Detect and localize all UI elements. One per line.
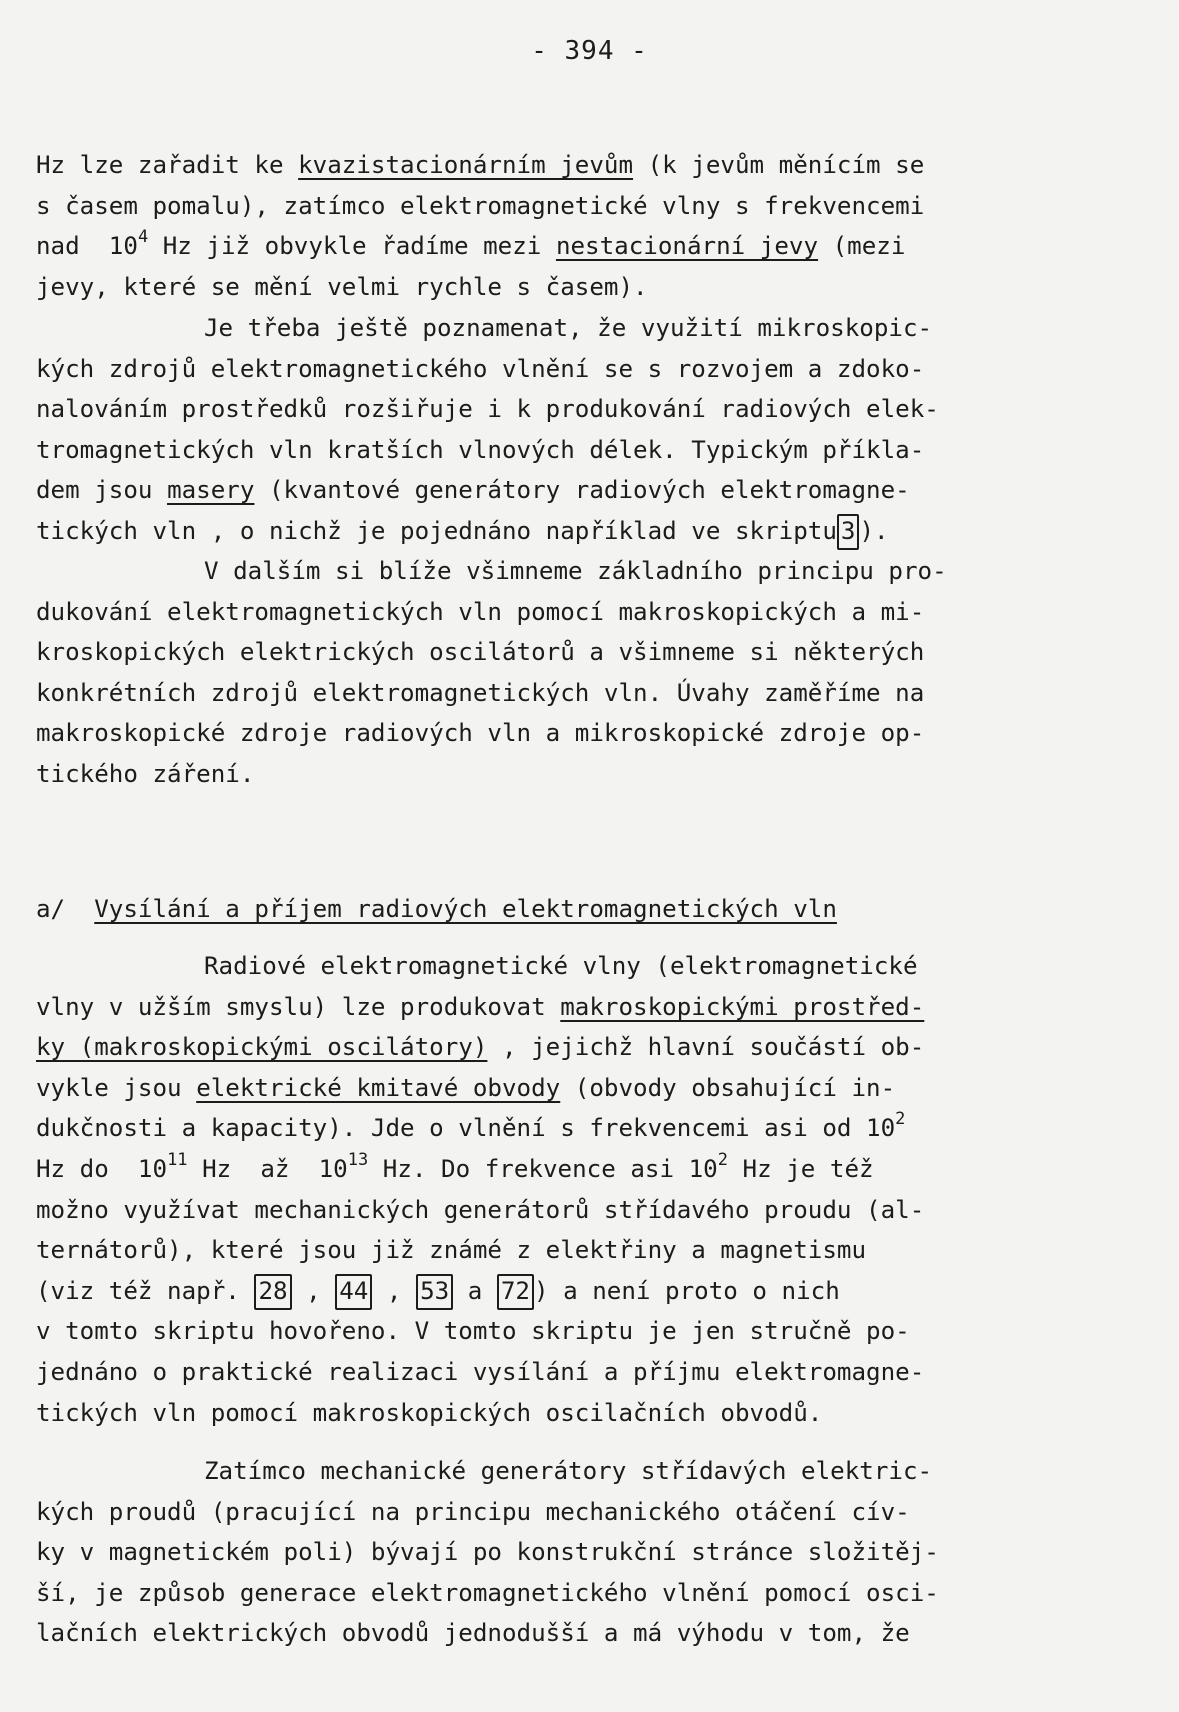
text-line [36, 470, 1156, 511]
heading-line [36, 889, 1156, 929]
text-span: (k jevům měnícím se [633, 151, 925, 179]
text-line: tromagnetických vln kratších vlnových délek. Typickým příkla- [36, 435, 925, 464]
paragraph-1 [36, 145, 1156, 307]
text-line [36, 511, 1156, 552]
text-line: ky v magnetickém poli) bývají po konstrukční stránce složitěj- [36, 1538, 939, 1567]
text-line [36, 1149, 1156, 1190]
text-line: Je třeba ještě poznamenat, že využití mikroskopic- [204, 314, 933, 342]
text-line: konkrétních zdrojů elektromagnetických vln. Úvahy zaměříme na [36, 678, 925, 707]
text-line: možno využívat mechanických generátorů střídavého proudu (al- [36, 1195, 925, 1224]
underlined-term: makroskopickými prostřed- [560, 992, 925, 1021]
text-line: kroskopických elektrických oscilátorů a všimneme si některých [36, 638, 925, 667]
underlined-term: kvazistacionárním jevům [298, 151, 634, 179]
underlined-term: masery [167, 476, 255, 505]
reference-bracket: 28 [254, 1274, 291, 1310]
reference-bracket: 44 [335, 1274, 372, 1310]
text-line [36, 1271, 1156, 1312]
text-line: lačních elektrických obvodů jednodušší a má výhodu v tom, že [36, 1619, 910, 1648]
underlined-term: nestacionární jevy [555, 232, 819, 261]
text-line: V dalším si blíže všimneme základního principu pro- [204, 557, 947, 585]
text-span: dem jsou [36, 476, 168, 505]
paragraph-5 [36, 1451, 1156, 1654]
text-span: (kvantové generátory radiových elektromagne- [254, 476, 910, 505]
text-span: Hz je též [727, 1154, 874, 1183]
section-label: a/ [36, 895, 95, 923]
text-line: s časem pomalu), zatímco elektromagnetické vlny s frekvencemi [36, 191, 925, 220]
paragraph-3 [36, 551, 1156, 795]
text-line [36, 1027, 1156, 1068]
text-line: makroskopické zdroje radiových vln a mikroskopické zdroje op- [36, 719, 925, 748]
reference-bracket: 53 [416, 1274, 453, 1310]
paragraph-2 [36, 308, 1156, 552]
text-line: tických vln pomocí makroskopických oscilačních obvodů. [36, 1398, 823, 1427]
exponent: 4 [137, 227, 149, 248]
text-span: Hz. Do frekvence asi 10 [368, 1154, 718, 1183]
text-line: nalováním prostředků rozšiřuje i k produkování radiových elek- [36, 395, 939, 424]
text-span: ). [859, 516, 889, 545]
text-line: jednáno o praktické realizaci vysílání a příjmu elektromagne- [36, 1357, 925, 1386]
text-line: v tomto skriptu hovořeno. V tomto skriptu je jen stručně po- [36, 1317, 910, 1346]
text-line: dukování elektromagnetických vln pomocí makroskopických a mi- [36, 597, 925, 626]
text-span: Hz lze zařadit ke [36, 151, 299, 179]
text-line: tického záření. [36, 759, 255, 788]
text-span: ) a není proto o nich [534, 1276, 840, 1305]
text-span: (obvody obsahující in- [560, 1073, 896, 1102]
exponent: 13 [347, 1149, 369, 1170]
text-span: a [453, 1276, 497, 1305]
text-line: jevy, které se mění velmi rychle s časem). [36, 272, 648, 301]
text-span: , jejichž hlavní součástí ob- [487, 1033, 925, 1062]
text-line [36, 1108, 1156, 1149]
text-span: Hz až 10 [187, 1154, 348, 1183]
text-span: Hz již obvykle řadíme mezi [148, 232, 556, 261]
reference-bracket: 72 [497, 1274, 534, 1310]
text-span: Hz do 10 [36, 1154, 168, 1183]
reference-bracket: 3 [837, 514, 860, 550]
exponent: 2 [895, 1109, 906, 1130]
exponent: 11 [167, 1149, 188, 1170]
text-span: tických vln , o nichž je pojednáno například ve skriptu [36, 516, 837, 545]
underlined-term: elektrické kmitavé obvody [196, 1073, 561, 1102]
text-line: Radiové elektromagnetické vlny (elektromagnetické [204, 952, 918, 980]
exponent: 2 [717, 1149, 728, 1170]
section-heading [36, 889, 1156, 929]
text-span: , [372, 1276, 417, 1305]
text-span: , [291, 1276, 336, 1305]
underlined-term: ky (makroskopickými oscilátory) [36, 1033, 488, 1062]
text-span: (mezi [818, 232, 906, 261]
text-span: vykle jsou [36, 1073, 197, 1102]
text-line [36, 1068, 1156, 1109]
text-line [36, 987, 1156, 1028]
text-line: Zatímco mechanické generátory střídavých elektric- [204, 1457, 933, 1485]
page-number: - 394 - [531, 36, 648, 66]
text-line: ternátorů), které jsou již známé z elektřiny a magnetismu [36, 1236, 867, 1265]
text-span: vlny v užším smyslu) lze produkovat [36, 992, 561, 1021]
text-span: dukčnosti a kapacity). Jde o vlnění s frekvencemi asi od 10 [36, 1114, 896, 1143]
text-line: kých zdrojů elektromagnetického vlnění se s rozvojem a zdoko- [36, 354, 925, 383]
text-span: nad 10 [36, 232, 138, 261]
text-line: ší, je způsob generace elektromagnetického vlnění pomocí osci- [36, 1578, 939, 1607]
paragraph-4 [36, 946, 1156, 1433]
text-line [36, 145, 1156, 186]
text-span: (viz též např. [36, 1276, 255, 1305]
section-title: Vysílání a příjem radiových elektromagnetických vln [94, 895, 837, 923]
text-line [36, 226, 1156, 267]
text-line: kých proudů (pracující na principu mechanického otáčení cív- [36, 1497, 910, 1526]
